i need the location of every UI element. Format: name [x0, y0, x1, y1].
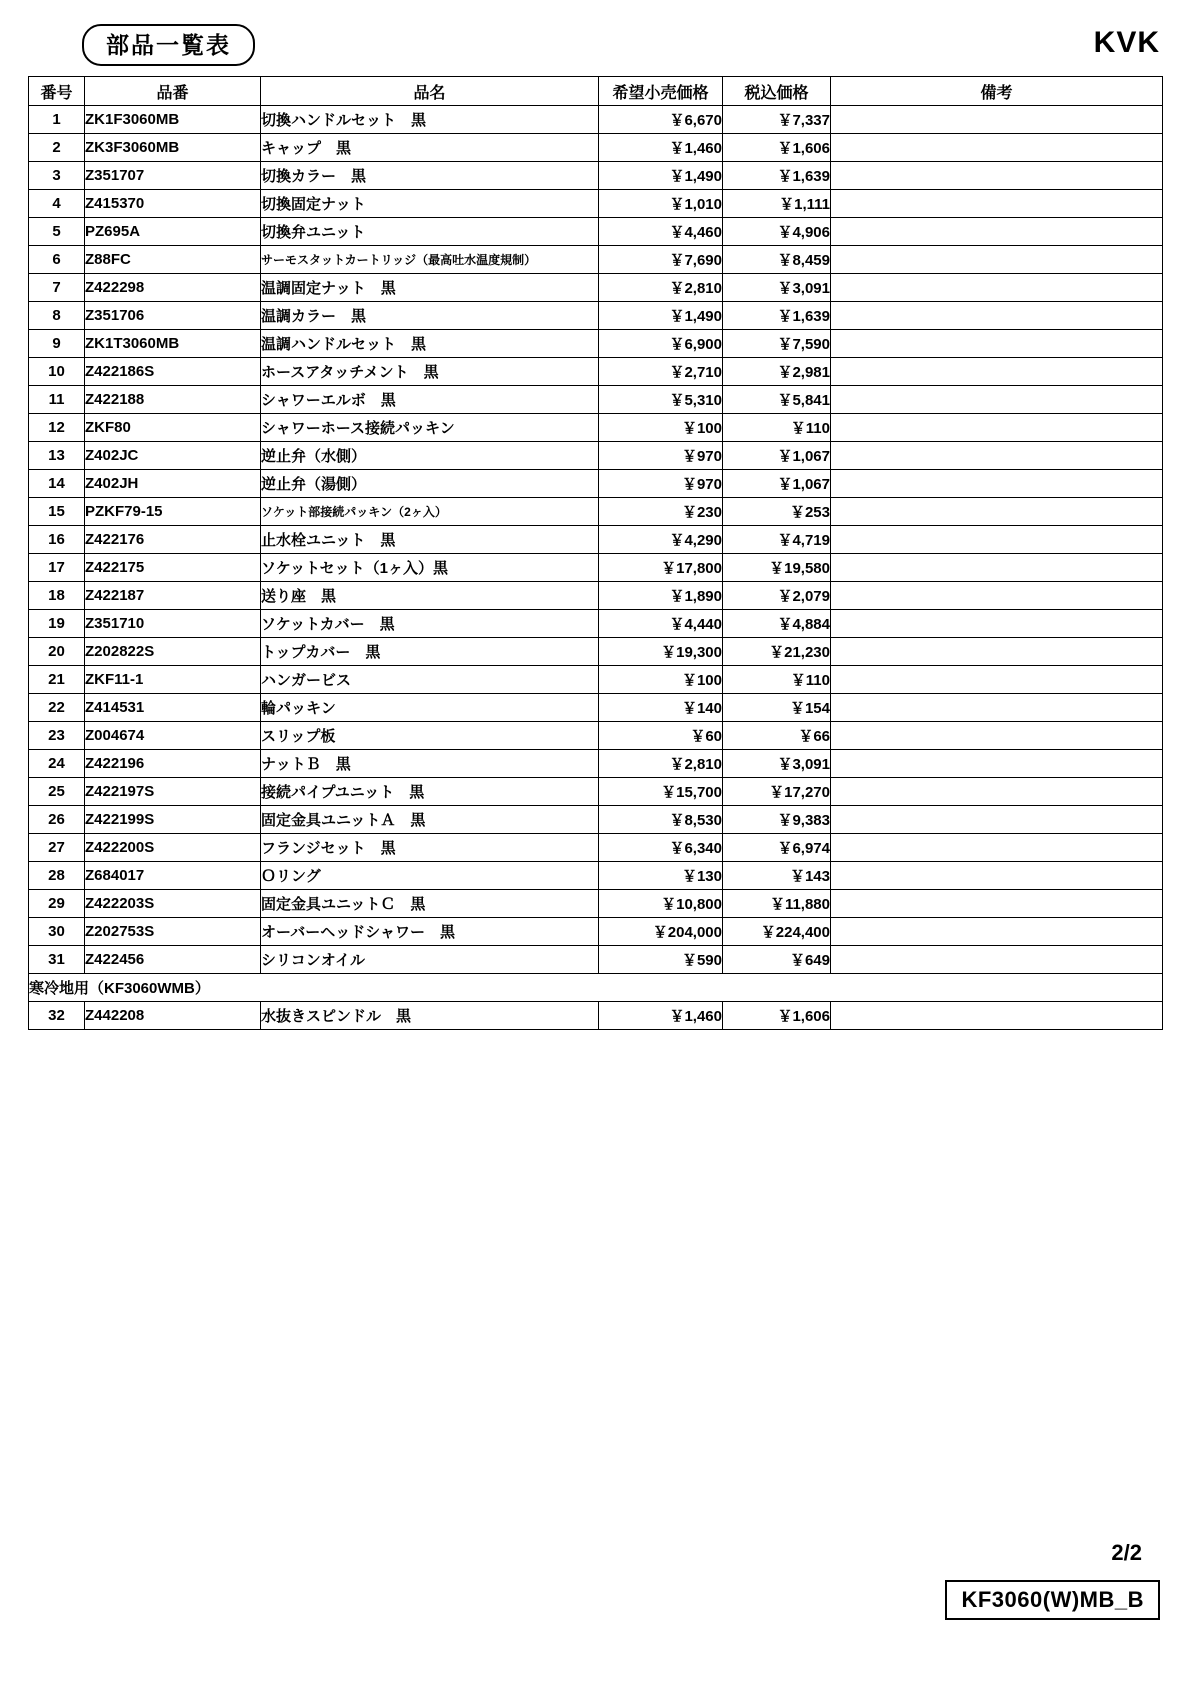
cell-tax: ￥1,067	[723, 470, 831, 498]
cell-price: ￥230	[599, 498, 723, 526]
cell-price: ￥60	[599, 722, 723, 750]
table-row	[29, 498, 1163, 526]
cell-code: Z351706	[85, 302, 261, 330]
cell-name: 接続パイプユニット 黒	[261, 778, 599, 806]
cell-note	[831, 134, 1163, 162]
cell-price: ￥100	[599, 414, 723, 442]
cell-note	[831, 554, 1163, 582]
cell-no: 9	[29, 330, 85, 358]
cell-name: 切換カラー 黒	[261, 162, 599, 190]
column-header-code: 品番	[85, 77, 261, 106]
model-code-box: KF3060(W)MB_B	[945, 1580, 1160, 1620]
cell-tax: ￥1,606	[723, 1002, 831, 1030]
cell-name: 逆止弁（湯側）	[261, 470, 599, 498]
cell-tax: ￥8,459	[723, 246, 831, 274]
cell-price: ￥6,340	[599, 834, 723, 862]
brand-logo: KVK	[1093, 26, 1160, 59]
cell-tax: ￥21,230	[723, 638, 831, 666]
cell-code: Z422176	[85, 526, 261, 554]
cell-no: 30	[29, 918, 85, 946]
cell-price: ￥1,460	[599, 1002, 723, 1030]
cell-note	[831, 246, 1163, 274]
cell-name: サーモスタットカートリッジ（最高吐水温度規制）	[261, 246, 599, 274]
table-row	[29, 442, 1163, 470]
cell-name: キャップ 黒	[261, 134, 599, 162]
cell-note	[831, 190, 1163, 218]
cell-code: ZKF80	[85, 414, 261, 442]
cell-name: 切換弁ユニット	[261, 218, 599, 246]
parts-list-table	[28, 76, 1163, 1030]
cell-price: ￥4,460	[599, 218, 723, 246]
cell-no: 3	[29, 162, 85, 190]
cell-name: 切換固定ナット	[261, 190, 599, 218]
cell-name: トップカバー 黒	[261, 638, 599, 666]
table-row	[29, 1002, 1163, 1030]
table-row	[29, 778, 1163, 806]
cell-code: Z422197S	[85, 778, 261, 806]
cell-tax: ￥1,067	[723, 442, 831, 470]
cell-note	[831, 638, 1163, 666]
cell-price: ￥15,700	[599, 778, 723, 806]
cell-no: 2	[29, 134, 85, 162]
cell-note	[831, 358, 1163, 386]
cell-price: ￥2,710	[599, 358, 723, 386]
cell-price: ￥1,490	[599, 162, 723, 190]
cell-note	[831, 834, 1163, 862]
cell-note	[831, 330, 1163, 358]
table-row	[29, 414, 1163, 442]
cell-code: Z422456	[85, 946, 261, 974]
page-number: 2/2	[1111, 1540, 1142, 1565]
cell-note	[831, 526, 1163, 554]
cell-tax: ￥110	[723, 414, 831, 442]
cell-no: 20	[29, 638, 85, 666]
cell-no: 5	[29, 218, 85, 246]
cell-no: 23	[29, 722, 85, 750]
cell-no: 31	[29, 946, 85, 974]
table-row	[29, 890, 1163, 918]
table-row	[29, 694, 1163, 722]
cell-code: Z004674	[85, 722, 261, 750]
table-row	[29, 582, 1163, 610]
column-header-price: 希望小売価格	[599, 77, 723, 106]
table-row	[29, 162, 1163, 190]
cell-code: Z422199S	[85, 806, 261, 834]
cell-code: Z422175	[85, 554, 261, 582]
cell-name: 温調ハンドルセット 黒	[261, 330, 599, 358]
cell-tax: ￥6,974	[723, 834, 831, 862]
cell-code: Z414531	[85, 694, 261, 722]
cell-name: ハンガービス	[261, 666, 599, 694]
cell-no: 13	[29, 442, 85, 470]
table-row	[29, 274, 1163, 302]
cell-name: シャワーホース接続パッキン	[261, 414, 599, 442]
cell-no: 22	[29, 694, 85, 722]
cell-tax: ￥1,639	[723, 302, 831, 330]
cell-code: ZK1T3060MB	[85, 330, 261, 358]
cell-no: 8	[29, 302, 85, 330]
cell-price: ￥100	[599, 666, 723, 694]
cell-tax: ￥11,880	[723, 890, 831, 918]
column-header-no: 番号	[29, 77, 85, 106]
cell-note	[831, 470, 1163, 498]
table-row	[29, 666, 1163, 694]
page-header	[30, 24, 1160, 68]
cell-price: ￥4,440	[599, 610, 723, 638]
cell-tax: ￥4,719	[723, 526, 831, 554]
cell-code: Z684017	[85, 862, 261, 890]
cell-code: Z442208	[85, 1002, 261, 1030]
cell-tax: ￥19,580	[723, 554, 831, 582]
cell-no: 4	[29, 190, 85, 218]
cell-code: PZKF79-15	[85, 498, 261, 526]
cell-price: ￥590	[599, 946, 723, 974]
cell-code: Z351710	[85, 610, 261, 638]
table-row	[29, 218, 1163, 246]
table-row	[29, 722, 1163, 750]
cell-price: ￥1,010	[599, 190, 723, 218]
cell-code: Z422186S	[85, 358, 261, 386]
cell-note	[831, 778, 1163, 806]
cell-note	[831, 162, 1163, 190]
cell-code: Z88FC	[85, 246, 261, 274]
table-row	[29, 554, 1163, 582]
cell-code: Z402JH	[85, 470, 261, 498]
table-row	[29, 246, 1163, 274]
cell-name: ホースアタッチメント 黒	[261, 358, 599, 386]
cell-code: ZK3F3060MB	[85, 134, 261, 162]
cell-note	[831, 582, 1163, 610]
cell-no: 17	[29, 554, 85, 582]
cell-note	[831, 218, 1163, 246]
cell-note	[831, 806, 1163, 834]
cell-name: 送り座 黒	[261, 582, 599, 610]
cell-tax: ￥2,079	[723, 582, 831, 610]
cell-tax: ￥2,981	[723, 358, 831, 386]
cell-code: Z415370	[85, 190, 261, 218]
cell-tax: ￥110	[723, 666, 831, 694]
cell-price: ￥7,690	[599, 246, 723, 274]
cell-name: 温調カラー 黒	[261, 302, 599, 330]
table-row	[29, 638, 1163, 666]
cell-no: 6	[29, 246, 85, 274]
cell-no: 7	[29, 274, 85, 302]
cell-price: ￥5,310	[599, 386, 723, 414]
cell-name: ナットＢ 黒	[261, 750, 599, 778]
column-header-note: 備考	[831, 77, 1163, 106]
cell-no: 10	[29, 358, 85, 386]
table-row	[29, 358, 1163, 386]
page-title: 部品一覧表	[82, 24, 255, 66]
cell-tax: ￥1,639	[723, 162, 831, 190]
cell-name: フランジセット 黒	[261, 834, 599, 862]
cell-name: 逆止弁（水側）	[261, 442, 599, 470]
table-row	[29, 918, 1163, 946]
cell-code: Z422200S	[85, 834, 261, 862]
cell-no: 18	[29, 582, 85, 610]
table-row	[29, 302, 1163, 330]
cell-note	[831, 610, 1163, 638]
cell-note	[831, 302, 1163, 330]
cell-price: ￥4,290	[599, 526, 723, 554]
table-row	[29, 610, 1163, 638]
cell-tax: ￥154	[723, 694, 831, 722]
cell-note	[831, 890, 1163, 918]
table-header-row	[29, 77, 1163, 106]
cell-name: 温調固定ナット 黒	[261, 274, 599, 302]
cell-price: ￥2,810	[599, 750, 723, 778]
table-row	[29, 862, 1163, 890]
cell-tax: ￥1,111	[723, 190, 831, 218]
cell-tax: ￥66	[723, 722, 831, 750]
cell-code: ZKF11-1	[85, 666, 261, 694]
cell-code: Z422188	[85, 386, 261, 414]
cell-tax: ￥3,091	[723, 274, 831, 302]
cell-name: ソケットカバー 黒	[261, 610, 599, 638]
cell-code: Z422196	[85, 750, 261, 778]
cell-no: 12	[29, 414, 85, 442]
cell-name: 水抜きスピンドル 黒	[261, 1002, 599, 1030]
table-row	[29, 806, 1163, 834]
table-row	[29, 946, 1163, 974]
cell-tax: ￥224,400	[723, 918, 831, 946]
cell-no: 21	[29, 666, 85, 694]
cell-no: 24	[29, 750, 85, 778]
cell-tax: ￥143	[723, 862, 831, 890]
cell-no: 1	[29, 106, 85, 134]
section-label: 寒冷地用（KF3060WMB）	[29, 974, 1163, 1002]
cell-tax: ￥4,884	[723, 610, 831, 638]
cell-code: PZ695A	[85, 218, 261, 246]
cell-code: Z202753S	[85, 918, 261, 946]
cell-tax: ￥253	[723, 498, 831, 526]
cell-code: Z351707	[85, 162, 261, 190]
cell-no: 19	[29, 610, 85, 638]
cell-note	[831, 694, 1163, 722]
cell-price: ￥17,800	[599, 554, 723, 582]
cell-name: ソケット部接続パッキン（2ヶ入）	[261, 498, 599, 526]
cell-tax: ￥4,906	[723, 218, 831, 246]
column-header-name: 品名	[261, 77, 599, 106]
table-body	[29, 106, 1163, 1030]
cell-note	[831, 862, 1163, 890]
table-row	[29, 134, 1163, 162]
cell-price: ￥1,890	[599, 582, 723, 610]
table-section-row	[29, 974, 1163, 1002]
cell-price: ￥140	[599, 694, 723, 722]
cell-no: 11	[29, 386, 85, 414]
cell-no: 28	[29, 862, 85, 890]
cell-code: ZK1F3060MB	[85, 106, 261, 134]
cell-note	[831, 414, 1163, 442]
cell-code: Z202822S	[85, 638, 261, 666]
cell-note	[831, 442, 1163, 470]
cell-note	[831, 722, 1163, 750]
cell-price: ￥970	[599, 470, 723, 498]
cell-tax: ￥17,270	[723, 778, 831, 806]
cell-tax: ￥5,841	[723, 386, 831, 414]
cell-code: Z402JC	[85, 442, 261, 470]
cell-name: 固定金具ユニットＣ 黒	[261, 890, 599, 918]
cell-no: 32	[29, 1002, 85, 1030]
cell-no: 14	[29, 470, 85, 498]
cell-tax: ￥649	[723, 946, 831, 974]
cell-name: 輪パッキン	[261, 694, 599, 722]
cell-price: ￥1,490	[599, 302, 723, 330]
cell-note	[831, 750, 1163, 778]
cell-tax: ￥7,590	[723, 330, 831, 358]
cell-tax: ￥3,091	[723, 750, 831, 778]
cell-price: ￥6,900	[599, 330, 723, 358]
cell-code: Z422203S	[85, 890, 261, 918]
cell-code: Z422298	[85, 274, 261, 302]
cell-no: 27	[29, 834, 85, 862]
cell-note	[831, 274, 1163, 302]
cell-name: 固定金具ユニットＡ 黒	[261, 806, 599, 834]
table-row	[29, 190, 1163, 218]
cell-price: ￥204,000	[599, 918, 723, 946]
cell-name: スリップ板	[261, 722, 599, 750]
cell-price: ￥6,670	[599, 106, 723, 134]
cell-name: 止水栓ユニット 黒	[261, 526, 599, 554]
cell-price: ￥19,300	[599, 638, 723, 666]
cell-tax: ￥7,337	[723, 106, 831, 134]
cell-price: ￥10,800	[599, 890, 723, 918]
cell-price: ￥8,530	[599, 806, 723, 834]
cell-note	[831, 666, 1163, 694]
table-row	[29, 330, 1163, 358]
cell-name: ソケットセット（1ヶ入）黒	[261, 554, 599, 582]
table-row	[29, 470, 1163, 498]
cell-note	[831, 498, 1163, 526]
table-row	[29, 750, 1163, 778]
table-row	[29, 526, 1163, 554]
cell-no: 26	[29, 806, 85, 834]
cell-note	[831, 386, 1163, 414]
cell-price: ￥130	[599, 862, 723, 890]
cell-no: 15	[29, 498, 85, 526]
cell-no: 29	[29, 890, 85, 918]
cell-price: ￥2,810	[599, 274, 723, 302]
cell-tax: ￥1,606	[723, 134, 831, 162]
cell-name: シャワーエルボ 黒	[261, 386, 599, 414]
cell-name: 切換ハンドルセット 黒	[261, 106, 599, 134]
cell-note	[831, 1002, 1163, 1030]
cell-tax: ￥9,383	[723, 806, 831, 834]
table-row	[29, 386, 1163, 414]
cell-no: 16	[29, 526, 85, 554]
column-header-tax: 税込価格	[723, 77, 831, 106]
cell-no: 25	[29, 778, 85, 806]
table-row	[29, 106, 1163, 134]
cell-note	[831, 106, 1163, 134]
cell-note	[831, 946, 1163, 974]
cell-name: Ｏリング	[261, 862, 599, 890]
cell-price: ￥1,460	[599, 134, 723, 162]
cell-code: Z422187	[85, 582, 261, 610]
cell-price: ￥970	[599, 442, 723, 470]
cell-name: オーバーヘッドシャワー 黒	[261, 918, 599, 946]
cell-note	[831, 918, 1163, 946]
cell-name: シリコンオイル	[261, 946, 599, 974]
table-row	[29, 834, 1163, 862]
